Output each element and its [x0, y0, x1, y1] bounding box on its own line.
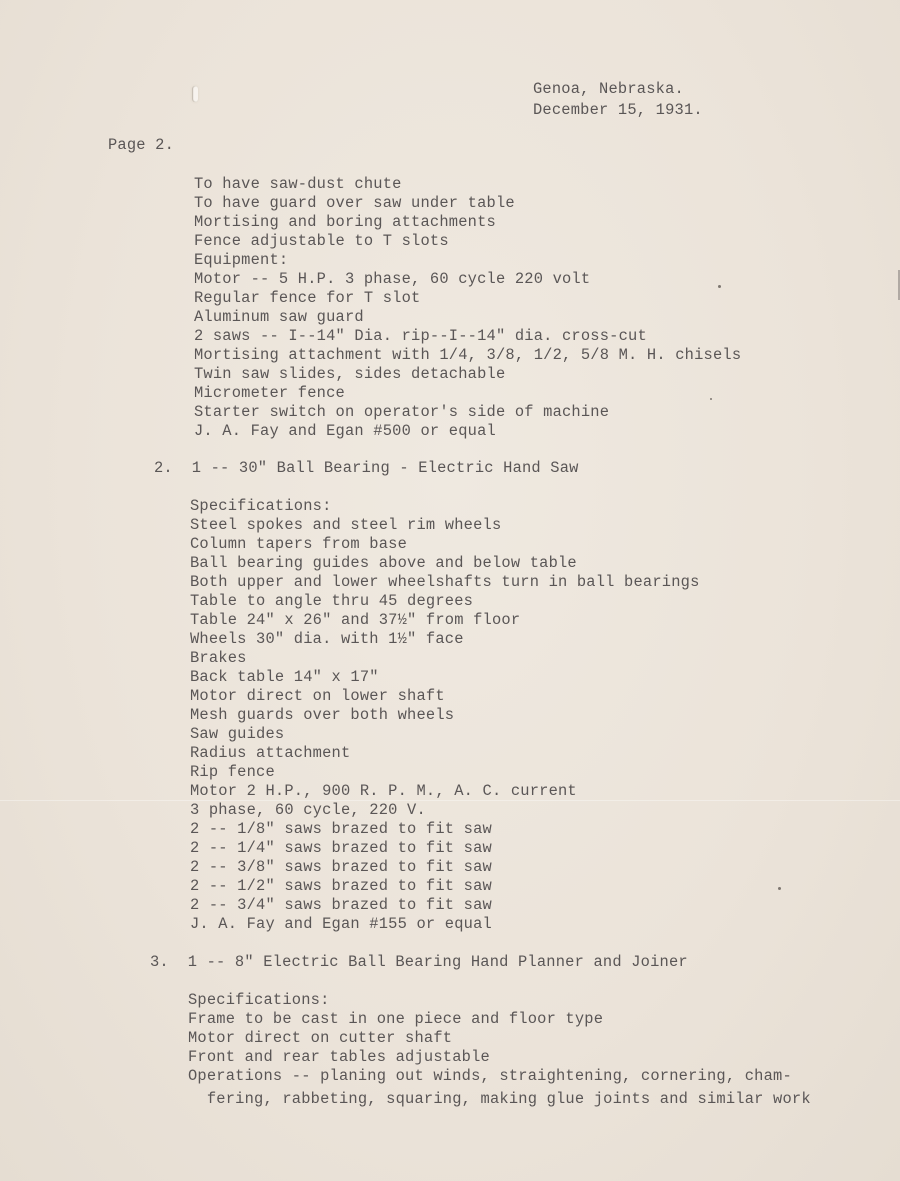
- list-item: Mortising attachment with 1/4, 3/8, 1/2, 5/8 M. H. chisels: [194, 346, 742, 364]
- list-item: Motor 2 H.P., 900 R. P. M., A. C. current: [190, 782, 577, 800]
- list-item: Ball bearing guides above and below table: [190, 554, 577, 572]
- date-line: December 15, 1931.: [533, 101, 703, 119]
- list-item: Mesh guards over both wheels: [190, 706, 455, 724]
- spec-label: Specifications:: [190, 497, 332, 515]
- list-item: Column tapers from base: [190, 535, 408, 553]
- list-item: Motor direct on cutter shaft: [188, 1029, 453, 1047]
- list-item: Rip fence: [190, 763, 275, 781]
- list-item: Both upper and lower wheelshafts turn in ball bearings: [190, 573, 700, 591]
- list-item: Radius attachment: [190, 744, 351, 762]
- list-item: Saw guides: [190, 725, 285, 743]
- list-item: Equipment:: [194, 251, 289, 269]
- list-item: Table to angle thru 45 degrees: [190, 592, 474, 610]
- list-item: Table 24" x 26" and 37½" from floor: [190, 611, 521, 629]
- list-item: Starter switch on operator's side of machine: [194, 403, 610, 421]
- list-item: Steel spokes and steel rim wheels: [190, 516, 502, 534]
- list-item: J. A. Fay and Egan #500 or equal: [194, 422, 496, 440]
- list-item: 3 phase, 60 cycle, 220 V.: [190, 801, 426, 819]
- list-item: 2 -- 3/4" saws brazed to fit saw: [190, 896, 492, 914]
- paper-speck: [718, 285, 721, 288]
- page-label: Page 2.: [108, 136, 175, 154]
- list-item: Front and rear tables adjustable: [188, 1048, 490, 1066]
- list-item: Regular fence for T slot: [194, 289, 421, 307]
- list-item: Motor -- 5 H.P. 3 phase, 60 cycle 220 volt: [194, 270, 591, 288]
- list-item: fering, rabbeting, squaring, making glue joints and similar work: [188, 1090, 811, 1108]
- list-item: Twin saw slides, sides detachable: [194, 365, 506, 383]
- list-item: 2 -- 1/2" saws brazed to fit saw: [190, 877, 492, 895]
- list-item: Aluminum saw guard: [194, 308, 364, 326]
- list-item: 2 -- 1/8" saws brazed to fit saw: [190, 820, 492, 838]
- section-heading: 3. 1 -- 8" Electric Ball Bearing Hand Planner and Joiner: [150, 953, 688, 971]
- paper-speck: [778, 887, 781, 890]
- list-item: Mortising and boring attachments: [194, 213, 496, 231]
- list-item: Back table 14" x 17": [190, 668, 379, 686]
- list-item: 2 -- 1/4" saws brazed to fit saw: [190, 839, 492, 857]
- punch-hole-mark: [192, 86, 198, 102]
- list-item: J. A. Fay and Egan #155 or equal: [190, 915, 492, 933]
- list-item: Motor direct on lower shaft: [190, 687, 445, 705]
- list-item: Micrometer fence: [194, 384, 345, 402]
- place-line: Genoa, Nebraska.: [533, 80, 684, 98]
- list-item: Operations -- planing out winds, straightening, cornering, cham-: [188, 1067, 792, 1085]
- list-item: 2 saws -- I--14" Dia. rip--I--14" dia. cross-cut: [194, 327, 647, 345]
- list-item: Brakes: [190, 649, 247, 667]
- list-item: To have guard over saw under table: [194, 194, 515, 212]
- list-item: Wheels 30" dia. with 1½" face: [190, 630, 464, 648]
- spec-label: Specifications:: [188, 991, 330, 1009]
- list-item: 2 -- 3/8" saws brazed to fit saw: [190, 858, 492, 876]
- list-item: To have saw-dust chute: [194, 175, 402, 193]
- list-item: Fence adjustable to T slots: [194, 232, 449, 250]
- list-item: Frame to be cast in one piece and floor type: [188, 1010, 604, 1028]
- paper-speck: [710, 398, 712, 400]
- section-heading: 2. 1 -- 30" Ball Bearing - Electric Hand Saw: [154, 459, 579, 477]
